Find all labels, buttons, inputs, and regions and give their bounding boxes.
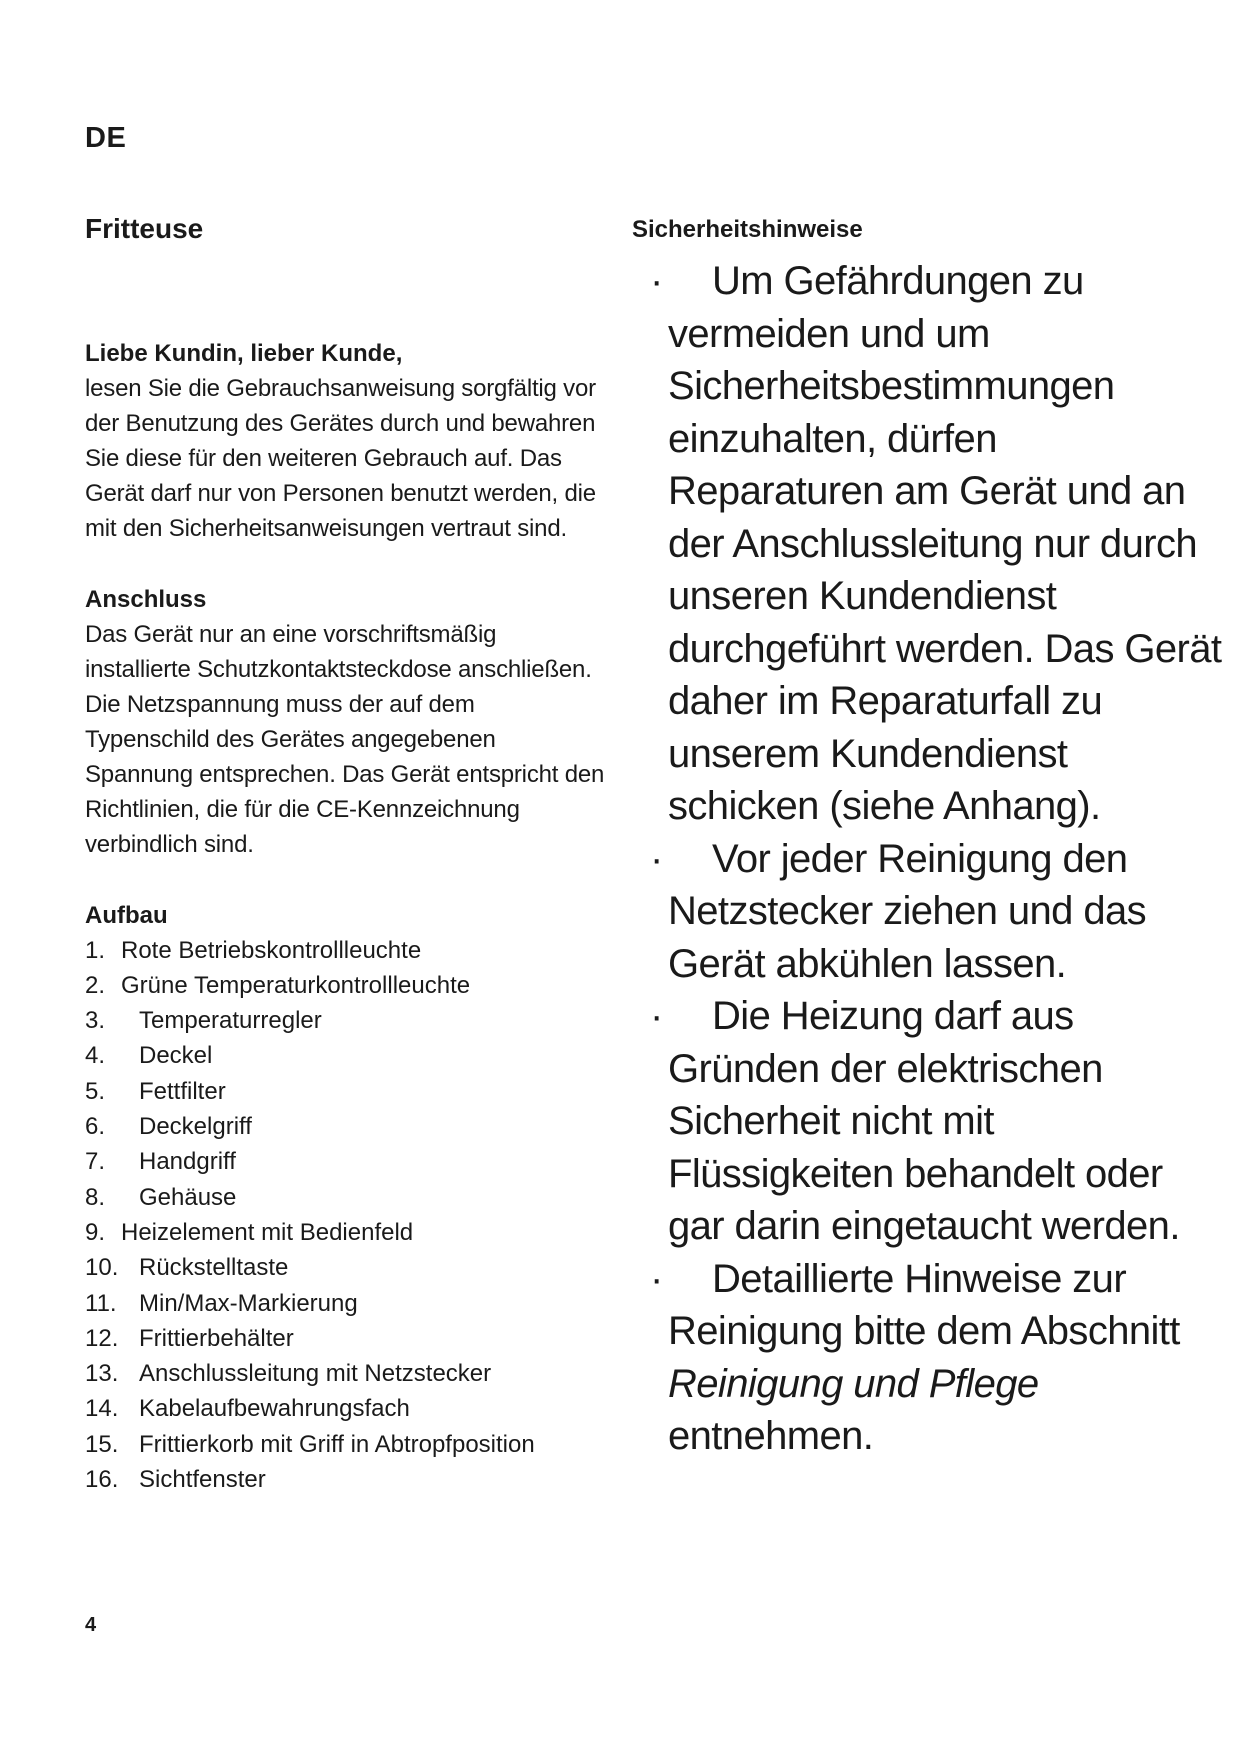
list-item: 7. Handgriff [85,1148,236,1176]
list-item: 1. Rote Betriebskontrollleuchte [85,936,422,964]
list-item: · Um Gefährdungen zu vermeiden und um Sicherheitsbestimmungen einzuhalten, dürfen Reparaturen am Gerät und an der Anschlussleitung nur durch unseren Kundendienst durchgeführt werden. Das Gerät daher im Reparaturfall zu unserem Kundendienst schicken (siehe Anhang). [632,255,1222,833]
list-item: 14. Kabelaufbewahrungsfach [85,1395,410,1423]
list-item: 10. Rückstelltaste [85,1254,289,1282]
list-item: 9. Heizelement mit Bedienfeld [85,1218,414,1246]
left-column [85,212,605,1497]
construction-heading: Aufbau [85,901,168,929]
bullet-icon: · [650,1256,663,1301]
list-item: 13. Anschlussleitung mit Netzstecker [85,1360,492,1388]
safety-list [632,255,1222,1463]
list-item: · Detaillierte Hinweise zur Reinigung bitte dem Abschnitt Reinigung und Pflege entnehmen. [632,1253,1222,1463]
list-item: 2. Grüne Temperaturkontrollleuchte [85,971,471,999]
page-number: 4 [85,1614,97,1636]
language-code: DE [85,122,127,154]
intro-paragraph: lesen Sie die Gebrauchsanweisung sorgfältig vor der Benutzung des Gerätes durch und bewahren Sie diese für den weiteren Gebrauch auf. Das Gerät darf nur von Personen benutzt werden, die mit den Sicherheitsanweisungen vertraut sind. [85,374,596,542]
parts-list [85,933,605,1498]
bullet-icon: · [650,259,663,303]
list-item: 6. Deckelgriff [85,1113,252,1141]
list-item: 3. Temperaturregler [85,1007,322,1035]
list-item: 12. Frittierbehälter [85,1324,294,1352]
list-item: 11. Min/Max-Markierung [85,1289,358,1317]
greeting: Liebe Kundin, lieber Kunde, [85,339,403,367]
list-item: 4. Deckel [85,1042,213,1070]
connection-text-1: Das Gerät nur an eine vorschriftsmäßig installierte Schutzkontaktsteckdose anschließen. [85,620,592,683]
list-item: · Die Heizung darf aus Gründen der elektrischen Sicherheit nicht mit Flüssigkeiten behandelt oder gar darin eingetaucht werden. [632,990,1222,1253]
list-item: 8. Gehäuse [85,1183,237,1211]
bullet-icon: · [650,836,663,881]
connection-heading: Anschluss [85,585,207,613]
right-column [632,212,1222,1463]
list-item: 16. Sichtfenster [85,1466,266,1494]
list-item: 5. Fettfilter [85,1077,226,1105]
list-item: · Vor jeder Reinigung den Netzstecker ziehen und das Gerät abkühlen lassen. [632,833,1222,991]
section-reference: Reinigung und Pflege [668,1361,1039,1406]
bullet-icon: · [650,994,663,1038]
connection-text-2: Die Netzspannung muss der auf dem Typenschild des Gerätes angegebenen Spannung entsprechen. Das Gerät entspricht den Richtlinien, die für die CE-Kennzeichnung verbindlich sind. [85,690,605,858]
list-item: 15. Frittierkorb mit Griff in Abtropfposition [85,1430,535,1458]
safety-heading: Sicherheitshinweise [632,216,863,243]
page-title: Fritteuse [85,213,204,244]
